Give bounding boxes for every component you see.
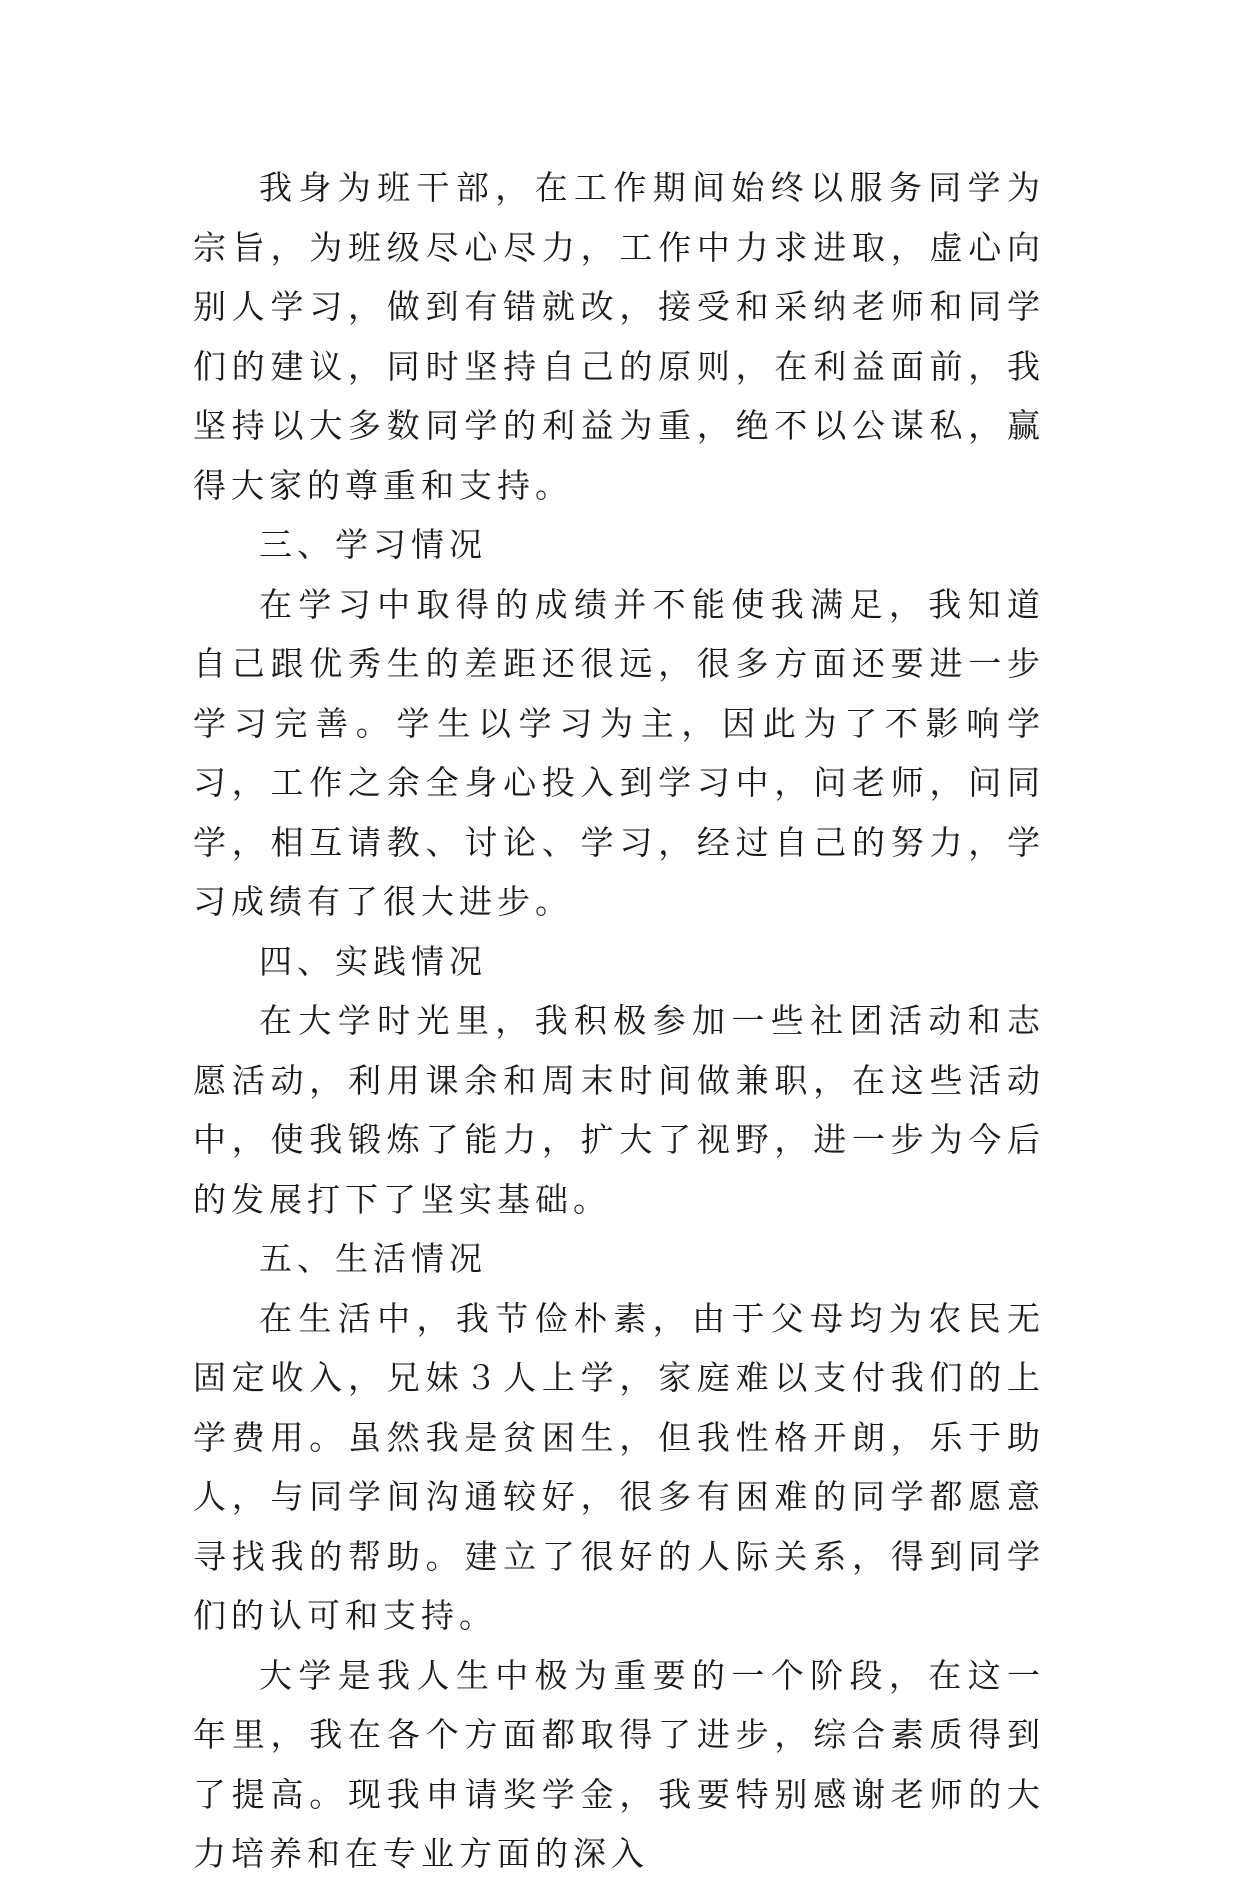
paragraph-class-cadre: 我身为班干部，在工作期间始终以服务同学为宗旨，为班级尽心尽力，工作中力求进取，虚心向别人学习，做到有错就改，接受和采纳老师和同学们的建议，同时坚持自己的原则，在利益面前，我坚持以大多数同学的利益为重，绝不以公谋私，赢得大家的尊重和支持。 (193, 168, 1045, 505)
paragraph-life: 在生活中，我节俭朴素，由于父母均为农民无固定收入，兄妹３人上学，家庭难以支付我们的上学费用。虽然我是贫困生，但我性格开朗，乐于助人，与同学间沟通较好，很多有困难的同学都愿意寻找我的帮助。建立了很好的人际关系，得到同学们的认可和支持。 (193, 1298, 1045, 1635)
paragraph-study: 在学习中取得的成绩并不能使我满足，我知道自己跟优秀生的差距还很远，很多方面还要进一步学习完善。学生以学习为主，因此为了不影响学习，工作之余全身心投入到学习中，问老师，问同学，相互请教、讨论、学习，经过自己的努力，学习成绩有了很大进步。 (193, 584, 1045, 921)
heading-study: 三、学习情况 (259, 525, 487, 564)
heading-life: 五、生活情况 (259, 1239, 487, 1278)
paragraph-practice: 在大学时光里，我积极参加一些社团活动和志愿活动，利用课余和周末时间做兼职，在这些活动中，使我锻炼了能力，扩大了视野，进一步为今后的发展打下了坚实基础。 (193, 1001, 1045, 1219)
document-body (193, 158, 1045, 1884)
paragraph-conclusion: 大学是我人生中极为重要的一个阶段，在这一年里，我在各个方面都取得了进步，综合素质得到了提高。现我申请奖学金，我要特别感谢老师的大力培养和在专业方面的深入 (193, 1655, 1045, 1873)
heading-practice: 四、实践情况 (259, 941, 487, 981)
